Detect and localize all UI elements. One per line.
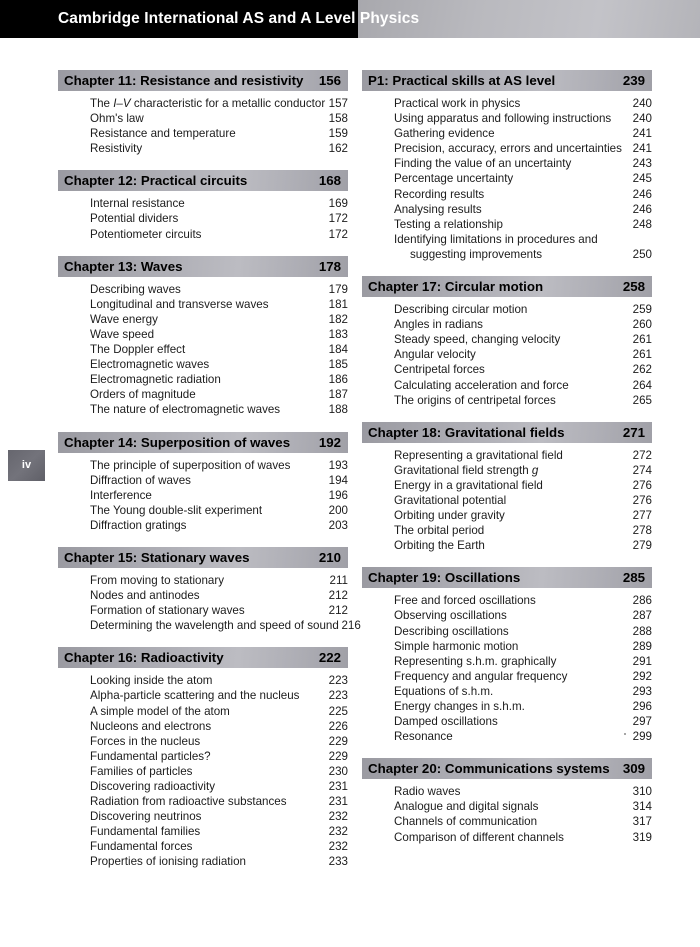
toc-entry-page-number: 319 (632, 830, 652, 844)
toc-entry-label: Looking inside the atom (90, 674, 213, 688)
toc-entry[interactable] (394, 232, 652, 247)
toc-entry[interactable] (394, 156, 652, 171)
toc-entry-page-number: 278 (632, 524, 652, 538)
toc-entry[interactable] (90, 227, 348, 242)
toc-entry-label: Resonance (394, 730, 453, 744)
toc-entry-label: Determining the wavelength and speed of sound (90, 619, 339, 633)
toc-entry[interactable] (90, 749, 348, 764)
toc-entry-label: Using apparatus and following instructions (394, 112, 612, 126)
toc-entry-page-number: 212 (328, 589, 348, 603)
toc-entry-label: Practical work in physics (394, 97, 521, 110)
toc-column-left (58, 70, 361, 884)
toc-entry-label: Centripetal forces (394, 363, 485, 377)
chapter-block (58, 647, 348, 869)
toc-entry[interactable] (394, 784, 652, 799)
toc-entry-page-number: 291 (632, 654, 652, 668)
toc-entry[interactable] (394, 538, 652, 553)
toc-entry[interactable] (394, 729, 652, 744)
toc-entry-label: Representing s.h.m. graphically (394, 654, 557, 668)
toc-entry[interactable] (90, 111, 348, 126)
toc-entry-page-number: 200 (328, 503, 348, 517)
toc-entry[interactable] (394, 347, 652, 362)
toc-entry-page-number: 223 (328, 689, 348, 703)
toc-entry-label: Energy in a gravitational field (394, 478, 543, 492)
toc-entry-page-number: 216 (341, 619, 361, 633)
toc-entry[interactable] (394, 111, 652, 126)
toc-entry-page-number: 259 (632, 303, 652, 317)
toc-entry-page-number: 184 (328, 343, 348, 357)
toc-entry[interactable] (90, 372, 348, 387)
toc-entry-page-number: 232 (328, 810, 348, 824)
toc-entry[interactable] (394, 639, 652, 654)
toc-entry-label: Families of particles (90, 764, 193, 778)
toc-entry[interactable] (394, 217, 652, 232)
toc-entry[interactable] (90, 673, 348, 688)
toc-entry[interactable] (90, 573, 348, 588)
toc-entry[interactable] (90, 839, 348, 854)
toc-entry[interactable] (90, 196, 348, 211)
symbol-g: g (531, 463, 539, 477)
chapter-page-number: 192 (318, 434, 341, 450)
toc-entry-label: Properties of ionising radiation (90, 855, 246, 869)
toc-entry-label: Wave speed (90, 327, 155, 341)
toc-entry-page-number: 172 (328, 227, 348, 241)
chapter-title: Chapter 11: Resistance and resistivity (64, 73, 304, 88)
chapter-title: Chapter 13: Waves (64, 258, 183, 274)
toc-entry-label: Formation of stationary waves (90, 604, 245, 618)
toc-entry[interactable] (90, 719, 348, 734)
toc-entry-label: Testing a relationship (394, 217, 503, 231)
chapter-block (58, 70, 348, 156)
toc-entry[interactable] (90, 603, 348, 618)
toc-entry-page-number: 262 (632, 363, 652, 377)
chapter-heading-bar[interactable] (58, 70, 348, 91)
toc-entry-page-number: 310 (632, 785, 652, 799)
chapter-heading-bar[interactable] (362, 567, 652, 588)
toc-entry[interactable] (394, 714, 652, 729)
toc-entry-label: Alpha-particle scattering and the nucleus (90, 689, 300, 703)
toc-entry[interactable] (90, 126, 348, 141)
toc-entry-label: Simple harmonic motion (394, 639, 519, 653)
toc-entry-page-number: 250 (632, 247, 652, 261)
toc-entry[interactable] (394, 799, 652, 814)
chapter-block (362, 758, 652, 844)
toc-entry-page-number: 243 (632, 157, 652, 171)
chapter-page-number: 285 (622, 570, 645, 586)
toc-entry-label: Nodes and antinodes (90, 589, 200, 603)
toc-entry-label: The nature of electromagnetic waves (90, 403, 281, 417)
chapter-heading-bar[interactable] (362, 70, 652, 91)
toc-entry-page-number: 287 (632, 609, 652, 623)
toc-entry[interactable] (90, 96, 348, 111)
toc-entry-page-number: 182 (328, 312, 348, 326)
toc-entry-label: Internal resistance (90, 197, 185, 211)
toc-column-right (362, 70, 652, 859)
chapter-heading-bar[interactable] (58, 547, 348, 568)
chapter-title: Chapter 19: Oscillations (368, 570, 521, 586)
toc-entry-page-number: 193 (328, 458, 348, 472)
toc-entry-label: Angular velocity (394, 348, 476, 362)
toc-entry-page-number: 188 (328, 403, 348, 417)
toc-entry-page-number: 299 (632, 730, 652, 744)
toc-entry-page-number: 241 (632, 142, 652, 156)
toc-entry-label: A simple model of the atom (90, 704, 230, 718)
chapter-page-number: 178 (318, 258, 341, 274)
chapter-heading-bar[interactable] (362, 422, 652, 443)
toc-entry-page-number: 229 (328, 734, 348, 748)
toc-entry-page-number: 265 (632, 393, 652, 407)
toc-entry-label: Analogue and digital signals (394, 800, 539, 814)
toc-entry-label: Diffraction of waves (90, 473, 191, 487)
toc-entry[interactable] (394, 608, 652, 623)
chapter-title: Chapter 14: Superposition of waves (64, 434, 291, 450)
toc-entry-page-number: 264 (632, 378, 652, 392)
toc-entry[interactable] (394, 171, 652, 186)
toc-entry-label: Comparison of different channels (394, 830, 564, 844)
toc-entry-label: Electromagnetic waves (90, 358, 210, 372)
toc-entry-page-number: 246 (632, 202, 652, 216)
toc-entry-page-number: 186 (328, 373, 348, 387)
toc-entry-label: Channels of communication (394, 815, 538, 829)
toc-entry-page-number: 232 (328, 840, 348, 854)
toc-entry-page-number: 240 (632, 97, 652, 110)
chapter-page-number: 271 (622, 424, 645, 440)
toc-entry[interactable] (90, 779, 348, 794)
toc-entry-label: Ohm's law (90, 112, 144, 126)
toc-entry[interactable] (90, 794, 348, 809)
toc-entry-label: Resistivity (90, 142, 143, 156)
toc-entry[interactable] (394, 448, 652, 463)
toc-entry-label: Nucleons and electrons (90, 719, 212, 733)
page-title: Cambridge International AS and A Level Physics (58, 10, 420, 27)
toc-entry-label: Recording results (394, 187, 485, 201)
toc-entry-label: Orbiting the Earth (394, 539, 485, 553)
toc-entry[interactable] (90, 518, 348, 533)
toc-entry-page-number: 317 (632, 815, 652, 829)
toc-entry[interactable] (90, 387, 348, 402)
toc-entry-page-number: 292 (632, 669, 652, 683)
chapter-page-number: 222 (318, 650, 341, 666)
toc-entry-page-number: 293 (632, 684, 652, 698)
chapter-title: Chapter 20: Communications systems (368, 761, 610, 777)
toc-entry[interactable] (90, 688, 348, 703)
chapter-heading-bar[interactable] (58, 647, 348, 668)
section-list (58, 458, 348, 533)
chapter-page-number: 239 (622, 73, 645, 88)
chapter-title: Chapter 17: Circular motion (368, 279, 544, 295)
toc-entry[interactable] (394, 332, 652, 347)
toc-entry-page-number: 212 (328, 604, 348, 618)
toc-entry-label: Potential dividers (90, 212, 179, 226)
toc-entry[interactable] (394, 96, 652, 111)
chapter-block (362, 276, 652, 408)
section-list (58, 96, 348, 156)
toc-entry[interactable] (394, 830, 652, 845)
toc-entry[interactable] (90, 764, 348, 779)
toc-entry-label: Representing a gravitational field (394, 448, 563, 462)
chapter-block (362, 70, 652, 262)
toc-entry-label: Equations of s.h.m. (394, 684, 494, 698)
toc-entry-page-number: 158 (328, 112, 348, 126)
toc-entry-page-number: 194 (328, 473, 348, 487)
section-list (58, 673, 348, 869)
toc-entry-label: Forces in the nucleus (90, 734, 201, 748)
section-list (58, 196, 348, 241)
toc-entry[interactable] (90, 824, 348, 839)
toc-entry-label: Radiation from radioactive substances (90, 795, 287, 809)
toc-entry-page-number: 231 (328, 795, 348, 809)
section-list (362, 593, 652, 744)
toc-entry[interactable] (90, 357, 348, 372)
toc-entry-page-number: 179 (328, 282, 348, 296)
toc-entry[interactable] (90, 588, 348, 603)
chapter-block (58, 256, 348, 418)
chapter-block (58, 432, 348, 533)
toc-entry-page-number: 185 (328, 358, 348, 372)
toc-entry[interactable] (394, 508, 652, 523)
toc-entry-label: Longitudinal and transverse waves (90, 297, 269, 311)
toc-entry-label: Observing oscillations (394, 609, 507, 623)
toc-entry-page-number: 261 (632, 348, 652, 362)
chapter-heading-bar[interactable] (58, 170, 348, 191)
toc-entry[interactable] (90, 734, 348, 749)
symbol-iv: I–V (113, 97, 131, 110)
toc-entry-page-number: 246 (632, 187, 652, 201)
toc-entry-label: Radio waves (394, 785, 461, 799)
toc-entry-label: The Doppler effect (90, 343, 186, 357)
toc-entry-label: The orbital period (394, 524, 485, 538)
toc-entry[interactable] (394, 624, 652, 639)
toc-entry[interactable] (90, 342, 348, 357)
toc-entry[interactable] (394, 187, 652, 202)
toc-entry[interactable] (394, 126, 652, 141)
toc-entry-label: Frequency and angular frequency (394, 669, 568, 683)
toc-entry[interactable] (90, 458, 348, 473)
toc-entry-page-number: 314 (632, 800, 652, 814)
toc-entry-page-number: 233 (328, 855, 348, 869)
toc-entry-label: Free and forced oscillations (394, 594, 536, 608)
toc-entry[interactable] (90, 488, 348, 503)
toc-entry-label: Interference (90, 488, 152, 502)
toc-entry[interactable] (394, 814, 652, 829)
toc-entry-label: suggesting improvements (410, 247, 543, 261)
chapter-block (362, 422, 652, 554)
toc-entry-label: Fundamental particles? (90, 749, 211, 763)
toc-entry-page-number: 196 (328, 488, 348, 502)
toc-entry-label: Describing oscillations (394, 624, 509, 638)
toc-entry-page-number: 157 (328, 97, 348, 110)
toc-entry-page-number: 181 (328, 297, 348, 311)
toc-entry[interactable] (394, 654, 652, 669)
toc-entry-page-number: 183 (328, 327, 348, 341)
toc-entry-label: Wave energy (90, 312, 158, 326)
toc-entry-page-number: 276 (632, 493, 652, 507)
chapter-heading-bar[interactable] (58, 432, 348, 453)
toc-entry-page-number: 289 (632, 639, 652, 653)
toc-entry[interactable] (90, 503, 348, 518)
toc-entry[interactable] (394, 202, 652, 217)
toc-entry-label: Gathering evidence (394, 127, 495, 141)
toc-entry[interactable] (90, 327, 348, 342)
toc-entry[interactable] (90, 704, 348, 719)
toc-entry-label: Gravitational potential (394, 493, 507, 507)
toc-entry-page-number: 159 (328, 127, 348, 141)
toc-entry-label: Analysing results (394, 202, 482, 216)
section-list (362, 784, 652, 844)
chapter-heading-bar[interactable] (362, 758, 652, 779)
chapter-page-number: 258 (622, 279, 645, 295)
chapter-page-number: 210 (318, 549, 341, 565)
section-list (362, 448, 652, 554)
toc-entry-label: Damped oscillations (394, 715, 498, 729)
toc-entry-page-number: 231 (328, 780, 348, 793)
toc-entry-label: Precision, accuracy, errors and uncertainties (394, 142, 622, 156)
toc-entry-page-number: 223 (328, 674, 348, 688)
toc-entry[interactable] (394, 378, 652, 393)
toc-entry[interactable] (90, 809, 348, 824)
toc-entry-page-number: 297 (632, 715, 652, 729)
toc-entry[interactable] (90, 297, 348, 312)
toc-entry-label: Identifying limitations in procedures and (394, 232, 598, 246)
toc-entry[interactable] (394, 393, 652, 408)
toc-entry[interactable] (394, 302, 652, 317)
toc-entry-label: Steady speed, changing velocity (394, 333, 561, 347)
toc-entry[interactable] (394, 523, 652, 538)
toc-entry[interactable] (394, 362, 652, 377)
chapter-block (58, 170, 348, 241)
section-list (362, 96, 652, 262)
toc-entry-page-number: 261 (632, 333, 652, 347)
toc-entry-page-number: 240 (632, 112, 652, 126)
toc-entry[interactable] (394, 669, 652, 684)
toc-entry[interactable] (90, 854, 348, 869)
chapter-block (58, 547, 361, 633)
toc-entry-label: Gravitational field strength g (394, 463, 539, 477)
chapter-page-number: 309 (622, 761, 645, 777)
toc-entry-page-number: 226 (328, 719, 348, 733)
toc-entry-page-number: 245 (632, 172, 652, 186)
toc-entry-page-number: 162 (328, 142, 348, 156)
print-speck (624, 733, 626, 735)
toc-entry-label: Discovering neutrinos (90, 810, 202, 824)
toc-entry-page-number: 187 (328, 388, 348, 402)
toc-entry-label: Fundamental forces (90, 840, 193, 854)
toc-entry-label: Discovering radioactivity (90, 780, 216, 793)
folio-page-number: iv (21, 459, 32, 471)
toc-entry-label: Finding the value of an uncertainty (394, 157, 572, 171)
chapter-title: Chapter 12: Practical circuits (64, 173, 248, 189)
toc-entry-page-number: 232 (328, 825, 348, 839)
toc-entry-label: Orbiting under gravity (394, 509, 505, 523)
toc-entry-page-number: 272 (632, 448, 652, 462)
toc-entry-page-number: 260 (632, 318, 652, 332)
toc-entry-label: Diffraction gratings (90, 518, 187, 532)
toc-entry-label: Describing waves (90, 282, 181, 296)
toc-entry-page-number: 296 (632, 700, 652, 713)
toc-entry[interactable] (90, 473, 348, 488)
toc-entry[interactable] (394, 317, 652, 332)
section-list (362, 302, 652, 408)
toc-entry-label: Potentiometer circuits (90, 227, 202, 241)
toc-entry-label: Fundamental families (90, 825, 201, 839)
toc-entry-page-number: 288 (632, 624, 652, 638)
toc-entry[interactable] (394, 593, 652, 608)
toc-entry-page-number: 211 (329, 573, 348, 587)
toc-entry-page-number: 248 (632, 217, 652, 231)
toc-entry[interactable] (394, 699, 652, 714)
chapter-page-number: 168 (318, 173, 341, 189)
chapter-heading-bar[interactable] (58, 256, 348, 277)
toc-entry[interactable] (394, 247, 652, 262)
toc-entry-label: Resistance and temperature (90, 127, 236, 141)
chapter-title: Chapter 16: Radioactivity (64, 650, 224, 666)
toc-entry[interactable] (394, 463, 652, 478)
chapter-block (362, 567, 652, 744)
toc-entry[interactable] (90, 402, 348, 417)
toc-entry-label: Percentage uncertainty (394, 172, 514, 186)
chapter-title: Chapter 18: Gravitational fields (368, 424, 565, 440)
toc-entry-page-number: 229 (328, 749, 348, 763)
toc-entry-label: Electromagnetic radiation (90, 373, 221, 387)
toc-entry-page-number: 241 (632, 127, 652, 141)
toc-entry-page-number: 172 (328, 212, 348, 226)
chapter-heading-bar[interactable] (362, 276, 652, 297)
toc-entry[interactable] (90, 141, 348, 156)
toc-entry-label: Orders of magnitude (90, 388, 196, 402)
toc-entry[interactable] (90, 618, 361, 633)
chapter-page-number: 156 (318, 73, 341, 88)
chapter-title: P1: Practical skills at AS level (368, 73, 556, 88)
running-header (0, 0, 700, 38)
toc-entry-page-number: 276 (632, 478, 652, 492)
toc-entry-label: The principle of superposition of waves (90, 458, 291, 472)
chapter-title: Chapter 15: Stationary waves (64, 549, 250, 565)
toc-entry-label: The I–V characteristic for a metallic conductor (90, 97, 326, 110)
toc-entry[interactable] (394, 684, 652, 699)
toc-entry-page-number: 286 (632, 594, 652, 608)
toc-entry[interactable] (394, 493, 652, 508)
toc-entry-label: The origins of centripetal forces (394, 393, 556, 407)
toc-entry-page-number: 230 (328, 764, 348, 778)
section-list (58, 573, 361, 633)
toc-entry-page-number: 203 (328, 518, 348, 532)
toc-entry-label: The Young double-slit experiment (90, 503, 263, 517)
toc-entry-label: Describing circular motion (394, 303, 528, 317)
toc-entry-label: Angles in radians (394, 318, 483, 332)
toc-entry-page-number: 169 (328, 197, 348, 211)
toc-entry[interactable] (90, 282, 348, 297)
toc-entry-label: Calculating acceleration and force (394, 378, 569, 392)
toc-entry[interactable] (394, 478, 652, 493)
section-list (58, 282, 348, 418)
toc-entry[interactable] (394, 141, 652, 156)
toc-entry[interactable] (90, 211, 348, 226)
toc-entry-label: Energy changes in s.h.m. (394, 700, 525, 713)
toc-entry-page-number: 225 (328, 704, 348, 718)
toc-entry-page-number: 277 (632, 509, 652, 523)
toc-entry-page-number: 274 (632, 463, 652, 477)
toc-entry-page-number: 279 (632, 539, 652, 553)
toc-entry-label: From moving to stationary (90, 573, 225, 587)
toc-entry[interactable] (90, 312, 348, 327)
table-of-contents (0, 70, 700, 900)
